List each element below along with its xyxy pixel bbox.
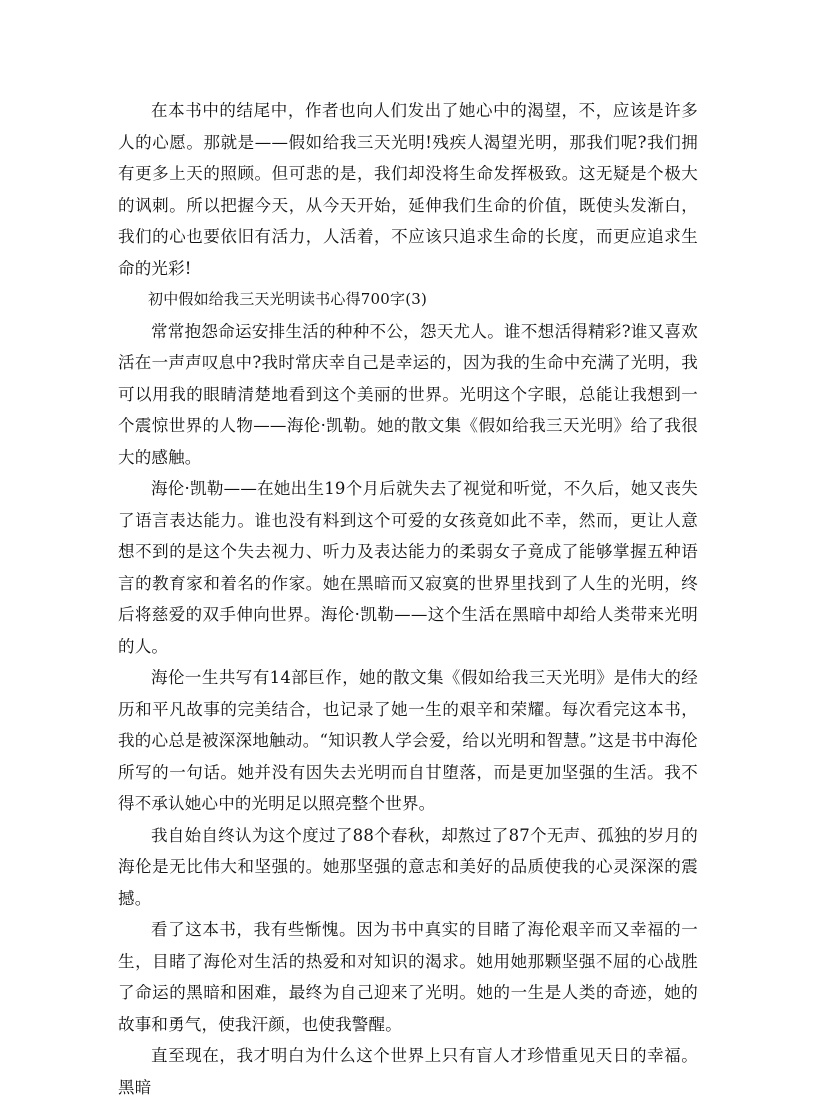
paragraph-helen-works: 海伦一生共写有14部巨作，她的散文集《假如给我三天光明》是伟大的经历和平凡故事的完美结合，也记录了她一生的艰辛和荣耀。每次看完这本书，我的心总是被深深地触动。“知识教人学会爱，给以光明和智慧。”这是书中海伦所写的一句话。她并没有因失去光明而自甘堕落，而是更加坚强的生活。我不得不承认她心中的光明足以照亮整个世界。	[118, 668, 698, 813]
paragraph-conclusion: 在本书中的结尾中，作者也向人们发出了她心中的渴望，不，应该是许多人的心愿。那就是——假如给我三天光明!残疾人渴望光明，那我们呢?我们拥有更多上天的照顾。但可悲的是，我们却没将生命发挥极致。这无疑是个极大的讽刺。所以把握今天，从今天开始，延伸我们生命的价值，既使头发渐白，我们的心也要依旧有活力，人活着，不应该只追求生命的长度，而更应追求生命的光彩!	[118, 101, 698, 278]
paragraph-admiration: 我自始自终认为这个度过了88个春秋，却熬过了87个无声、孤独的岁月的海伦是无比伟大和坚强的。她那坚强的意志和美好的品质使我的心灵深深的震撼。	[118, 825, 698, 908]
paragraph-complaint: 常常抱怨命运安排生活的种种不公，怨天尤人。谁不想活得精彩?谁又喜欢活在一声声叹息中?我时常庆幸自己是幸运的，因为我的生命中充满了光明，我可以用我的眼睛清楚地看到这个美丽的世界。光明这个字眼，总能让我想到一个震惊世界的人物——海伦·凯勒。她的散文集《假如给我三天光明》给了我很大的感触。	[118, 321, 698, 467]
paragraph-reflection: 看了这本书，我有些惭愧。因为书中真实的目睹了海伦艰辛而又幸福的一生，目睹了海伦对生活的热爱和对知识的渴求。她用她那颗坚强不屈的心战胜了命运的黑暗和困难，最终为自己迎来了光明。她的一生是人类的奇迹，她的故事和勇气，使我汗颜，也使我警醒。	[118, 920, 698, 1034]
paragraph-helen-biography: 海伦·凯勒——在她出生19个月后就失去了视觉和听觉，不久后，她又丧失了语言表达能力。谁也没有料到这个可爱的女孩竟如此不幸，然而，更让人意想不到的是这个失去视力、听力及表达能力的柔弱女子竟成了能够掌握五种语言的教育家和着名的作家。她在黑暗而又寂寞的世界里找到了人生的光明，终后将慈爱的双手伸向世界。海伦·凯勒——这个生活在黑暗中却给人类带来光明的人。	[118, 479, 698, 656]
document-body	[118, 95, 698, 1103]
paragraph-realization: 直至现在，我才明白为什么这个世界上只有盲人才珍惜重见天日的幸福。黑暗	[118, 1046, 698, 1097]
section-heading: 初中假如给我三天光明读书心得700字(3)	[148, 290, 428, 308]
